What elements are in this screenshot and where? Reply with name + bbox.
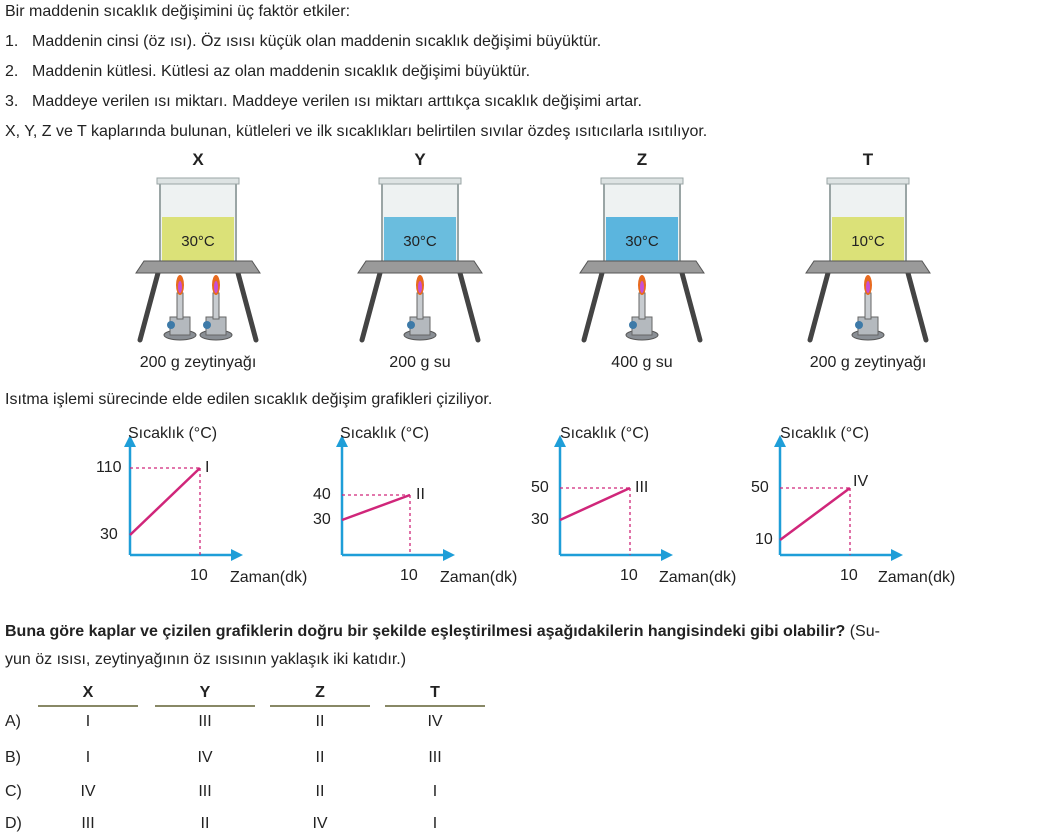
stand-leg — [140, 273, 158, 340]
temperature-label: 30°C — [181, 233, 215, 250]
y-axis-label: Sıcaklık (°C) — [340, 425, 430, 442]
option-a[interactable]: A) — [5, 713, 21, 730]
y-tick-end: 50 — [531, 479, 549, 496]
x-tick: 10 — [190, 567, 208, 584]
question-note: yun öz ısısı, zeytinyağının öz ısısının yaklaşık iki katıdır.) — [5, 651, 407, 668]
temperature-label: 30°C — [625, 233, 659, 250]
option-b[interactable]: B) — [5, 749, 21, 766]
burner-tube — [417, 293, 423, 319]
data-line — [560, 488, 630, 520]
question-text — [5, 622, 880, 642]
stand-leg — [238, 273, 256, 340]
factor-number: 1. — [5, 33, 19, 50]
y-tick-end: 110 — [96, 459, 122, 476]
wire-mesh — [358, 261, 482, 273]
table-cell: I — [432, 783, 438, 800]
table-cell: II — [315, 783, 325, 800]
x-tick: 10 — [400, 567, 418, 584]
graphs-intro: Isıtma işlemi sürecinde elde edilen sıcaklık değişim grafikleri çiziliyor. — [5, 391, 493, 408]
burner-valve — [855, 321, 863, 329]
data-line — [342, 495, 410, 520]
container-letter-t: T — [862, 150, 874, 169]
table-header-y: Y — [199, 684, 211, 701]
container-letter-y: Y — [414, 150, 426, 169]
header-rule — [270, 705, 370, 707]
beaker-rim — [827, 178, 909, 184]
burner-tube — [639, 293, 645, 319]
stand-leg — [460, 273, 478, 340]
table-header-z: Z — [315, 684, 325, 701]
graph-3 — [554, 435, 673, 561]
y-tick-start: 30 — [313, 511, 331, 528]
burner-tube — [177, 293, 183, 319]
x-tick: 10 — [840, 567, 858, 584]
graph-roman-label: I — [205, 459, 210, 476]
wire-mesh — [580, 261, 704, 273]
table-cell: I — [85, 713, 91, 730]
y-tick-start: 30 — [531, 511, 549, 528]
factor-number: 3. — [5, 93, 19, 110]
flame-core — [214, 281, 218, 293]
intro-line: Bir maddenin sıcaklık değişimini üç faktör etkiler: — [5, 3, 351, 20]
factor-text: Maddenin kütlesi. Kütlesi az olan maddenin sıcaklık değişimi büyüktür. — [32, 63, 531, 80]
wire-mesh — [806, 261, 930, 273]
table-cell: IV — [427, 713, 443, 730]
graph-roman-label: III — [635, 479, 649, 496]
table-cell: I — [85, 749, 91, 766]
y-tick-start: 30 — [100, 526, 118, 543]
data-line — [780, 488, 850, 540]
y-tick-start: 10 — [755, 531, 773, 548]
flame-core — [178, 281, 182, 293]
stand-leg — [810, 273, 828, 340]
table-cell: III — [198, 783, 212, 800]
table-cell: III — [428, 749, 442, 766]
question-note-start: (Su- — [849, 623, 880, 640]
flame-core — [640, 281, 644, 293]
y-tick-end: 50 — [751, 479, 769, 496]
burner-valve — [167, 321, 175, 329]
option-d[interactable]: D) — [5, 815, 22, 832]
option-c[interactable]: C) — [5, 783, 22, 800]
burner-valve — [203, 321, 211, 329]
x-axis-label: Zaman(dk) — [440, 569, 518, 586]
table-cell: I — [432, 815, 438, 832]
factor-number: 2. — [5, 63, 19, 80]
y-axis-label: Sıcaklık (°C) — [780, 425, 870, 442]
table-cell: IV — [197, 749, 213, 766]
container-caption: 400 g su — [611, 354, 673, 371]
question-bold: Buna göre kaplar ve çizilen grafiklerin doğru bir şekilde eşleştirilmesi aşağıdakilerin hangisindeki gibi olabilir? — [5, 623, 846, 640]
beaker-rim — [157, 178, 239, 184]
container-caption: 200 g su — [389, 354, 451, 371]
wire-mesh — [136, 261, 260, 273]
table-cell: III — [81, 815, 95, 832]
graph-roman-label: IV — [853, 473, 869, 490]
table-cell: II — [315, 749, 325, 766]
y-tick-end: 40 — [313, 486, 331, 503]
x-axis-label: Zaman(dk) — [659, 569, 737, 586]
graph-4 — [774, 435, 903, 561]
table-cell: IV — [80, 783, 96, 800]
stand-leg — [908, 273, 926, 340]
table-cell: II — [200, 815, 210, 832]
table-header-x: X — [82, 684, 94, 701]
graph-1 — [124, 435, 243, 561]
beaker-rim — [379, 178, 461, 184]
stand-leg — [584, 273, 602, 340]
flame-core — [418, 281, 422, 293]
x-axis-label: Zaman(dk) — [878, 569, 956, 586]
container-caption: 200 g zeytinyağı — [809, 354, 927, 371]
burner-valve — [629, 321, 637, 329]
setup-text: X, Y, Z ve T kaplarında bulunan, kütleleri ve ilk sıcaklıkları belirtilen sıvılar özdeş ısıtıcılarla ısıtılıyor. — [5, 123, 708, 140]
header-rule — [38, 705, 138, 707]
x-axis-arrow — [443, 549, 455, 561]
graph-roman-label: II — [416, 486, 425, 503]
x-tick: 10 — [620, 567, 638, 584]
header-rule — [385, 705, 485, 707]
stand-leg — [682, 273, 700, 340]
container-letter-z: Z — [636, 150, 648, 169]
beaker-illustrations — [0, 175, 1063, 375]
x-axis-arrow — [891, 549, 903, 561]
factor-text: Maddenin cinsi (öz ısı). Öz ısısı küçük olan maddenin sıcaklık değişimi büyüktür. — [32, 33, 602, 50]
temperature-label: 10°C — [851, 233, 885, 250]
table-cell: III — [198, 713, 212, 730]
table-cell: IV — [312, 815, 328, 832]
table-header-t: T — [430, 684, 440, 701]
container-letter-x: X — [192, 150, 204, 169]
temperature-label: 30°C — [403, 233, 437, 250]
beaker-rim — [601, 178, 683, 184]
x-axis-arrow — [231, 549, 243, 561]
flame-core — [866, 281, 870, 293]
burner-tube — [213, 293, 219, 319]
x-axis-arrow — [661, 549, 673, 561]
y-axis-label: Sıcaklık (°C) — [128, 425, 218, 442]
container-caption: 200 g zeytinyağı — [139, 354, 257, 371]
burner-tube — [865, 293, 871, 319]
y-axis-label: Sıcaklık (°C) — [560, 425, 650, 442]
header-rule — [155, 705, 255, 707]
x-axis-label: Zaman(dk) — [230, 569, 308, 586]
burner-valve — [407, 321, 415, 329]
table-cell: II — [315, 713, 325, 730]
factor-text: Maddeye verilen ısı miktarı. Maddeye verilen ısı miktarı arttıkça sıcaklık değişimi artar. — [32, 93, 642, 110]
stand-leg — [362, 273, 380, 340]
graph-2 — [336, 435, 455, 561]
data-line — [130, 468, 200, 535]
